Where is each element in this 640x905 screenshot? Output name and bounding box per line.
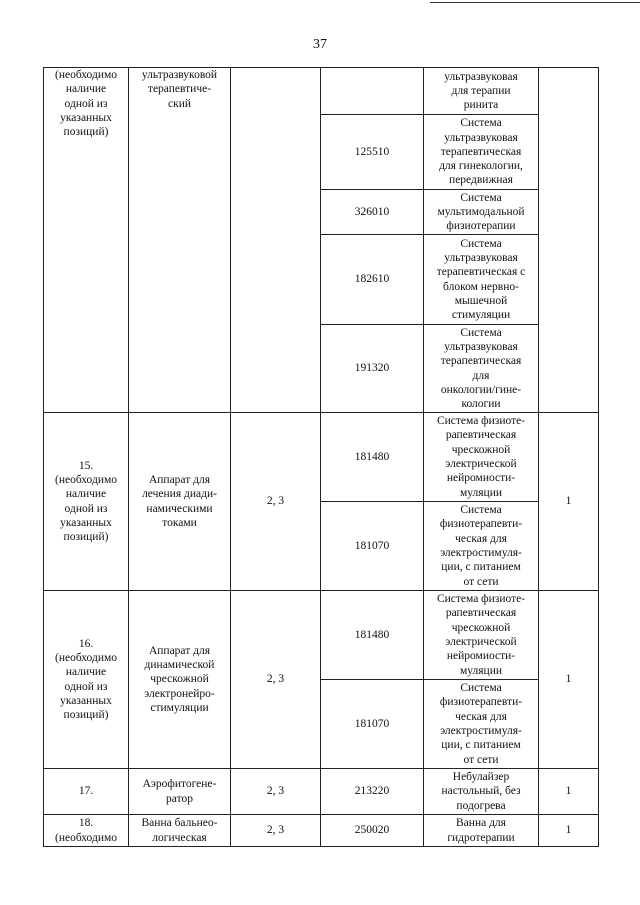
table-row (44, 591, 599, 680)
page-number: 37 (313, 37, 327, 52)
position-cell: 15. (необходимо наличие одной из указанных позиций) (44, 413, 129, 591)
description-cell: Система физиотерапевти- ческая для электростимуля- ции, с питанием от сети (424, 502, 539, 591)
description-cell: Система ультразвуковая терапевтическая для гинекологии, передвижная (424, 115, 539, 190)
table-row (44, 769, 599, 815)
table-row (44, 815, 599, 847)
code-cell: 213220 (321, 769, 424, 815)
position-cell: 16. (необходимо наличие одной из указанных позиций) (44, 591, 129, 769)
quantity-cell (539, 68, 599, 413)
code-cell: 181070 (321, 502, 424, 591)
table-row (44, 413, 599, 502)
description-cell: Ванна для гидротерапии (424, 815, 539, 847)
position-cell: (необходимо наличие одной из указанных позиций) (44, 68, 129, 413)
description-cell: ультразвуковая для терапии ринита (424, 68, 539, 115)
equipment-name-cell: Аппарат для лечения диади- намическими токами (129, 413, 231, 591)
equipment-table (43, 67, 599, 847)
description-cell: Система физиоте- рапевтическая чрескожной электрической нейромиости- муляции (424, 413, 539, 502)
classes-cell: 2, 3 (231, 769, 321, 815)
description-cell: Система физиоте- рапевтическая чрескожной электрической нейромиости- муляции (424, 591, 539, 680)
description-cell: Система ультразвуковая терапевтическая для онкологии/гине- кологии (424, 325, 539, 413)
quantity-cell: 1 (539, 413, 599, 591)
code-cell: 181070 (321, 680, 424, 769)
code-cell: 181480 (321, 591, 424, 680)
top-rule (430, 2, 640, 3)
code-cell: 191320 (321, 325, 424, 413)
quantity-cell: 1 (539, 591, 599, 769)
position-cell: 18. (необходимо (44, 815, 129, 847)
table-row (44, 68, 599, 115)
classes-cell: 2, 3 (231, 815, 321, 847)
code-cell: 182610 (321, 235, 424, 325)
equipment-name-cell: Аэрофитогене- ратор (129, 769, 231, 815)
classes-cell (231, 68, 321, 413)
quantity-cell: 1 (539, 815, 599, 847)
classes-cell: 2, 3 (231, 413, 321, 591)
description-cell: Система физиотерапевти- ческая для электростимуля- ции, с питанием от сети (424, 680, 539, 769)
code-cell: 125510 (321, 115, 424, 190)
code-cell: 250020 (321, 815, 424, 847)
description-cell: Система ультразвуковая терапевтическая с блоком нервно- мышечной стимуляции (424, 235, 539, 325)
equipment-name-cell: Ванна бальнео- логическая (129, 815, 231, 847)
code-cell: 326010 (321, 190, 424, 235)
code-cell: 181480 (321, 413, 424, 502)
equipment-name-cell: ультразвуковой терапевтиче- ский (129, 68, 231, 413)
equipment-name-cell: Аппарат для динамической чрескожной электронейро- стимуляции (129, 591, 231, 769)
quantity-cell: 1 (539, 769, 599, 815)
classes-cell: 2, 3 (231, 591, 321, 769)
position-cell: 17. (44, 769, 129, 815)
code-cell (321, 68, 424, 115)
description-cell: Небулайзер настольный, без подогрева (424, 769, 539, 815)
description-cell: Система мультимодальной физиотерапии (424, 190, 539, 235)
